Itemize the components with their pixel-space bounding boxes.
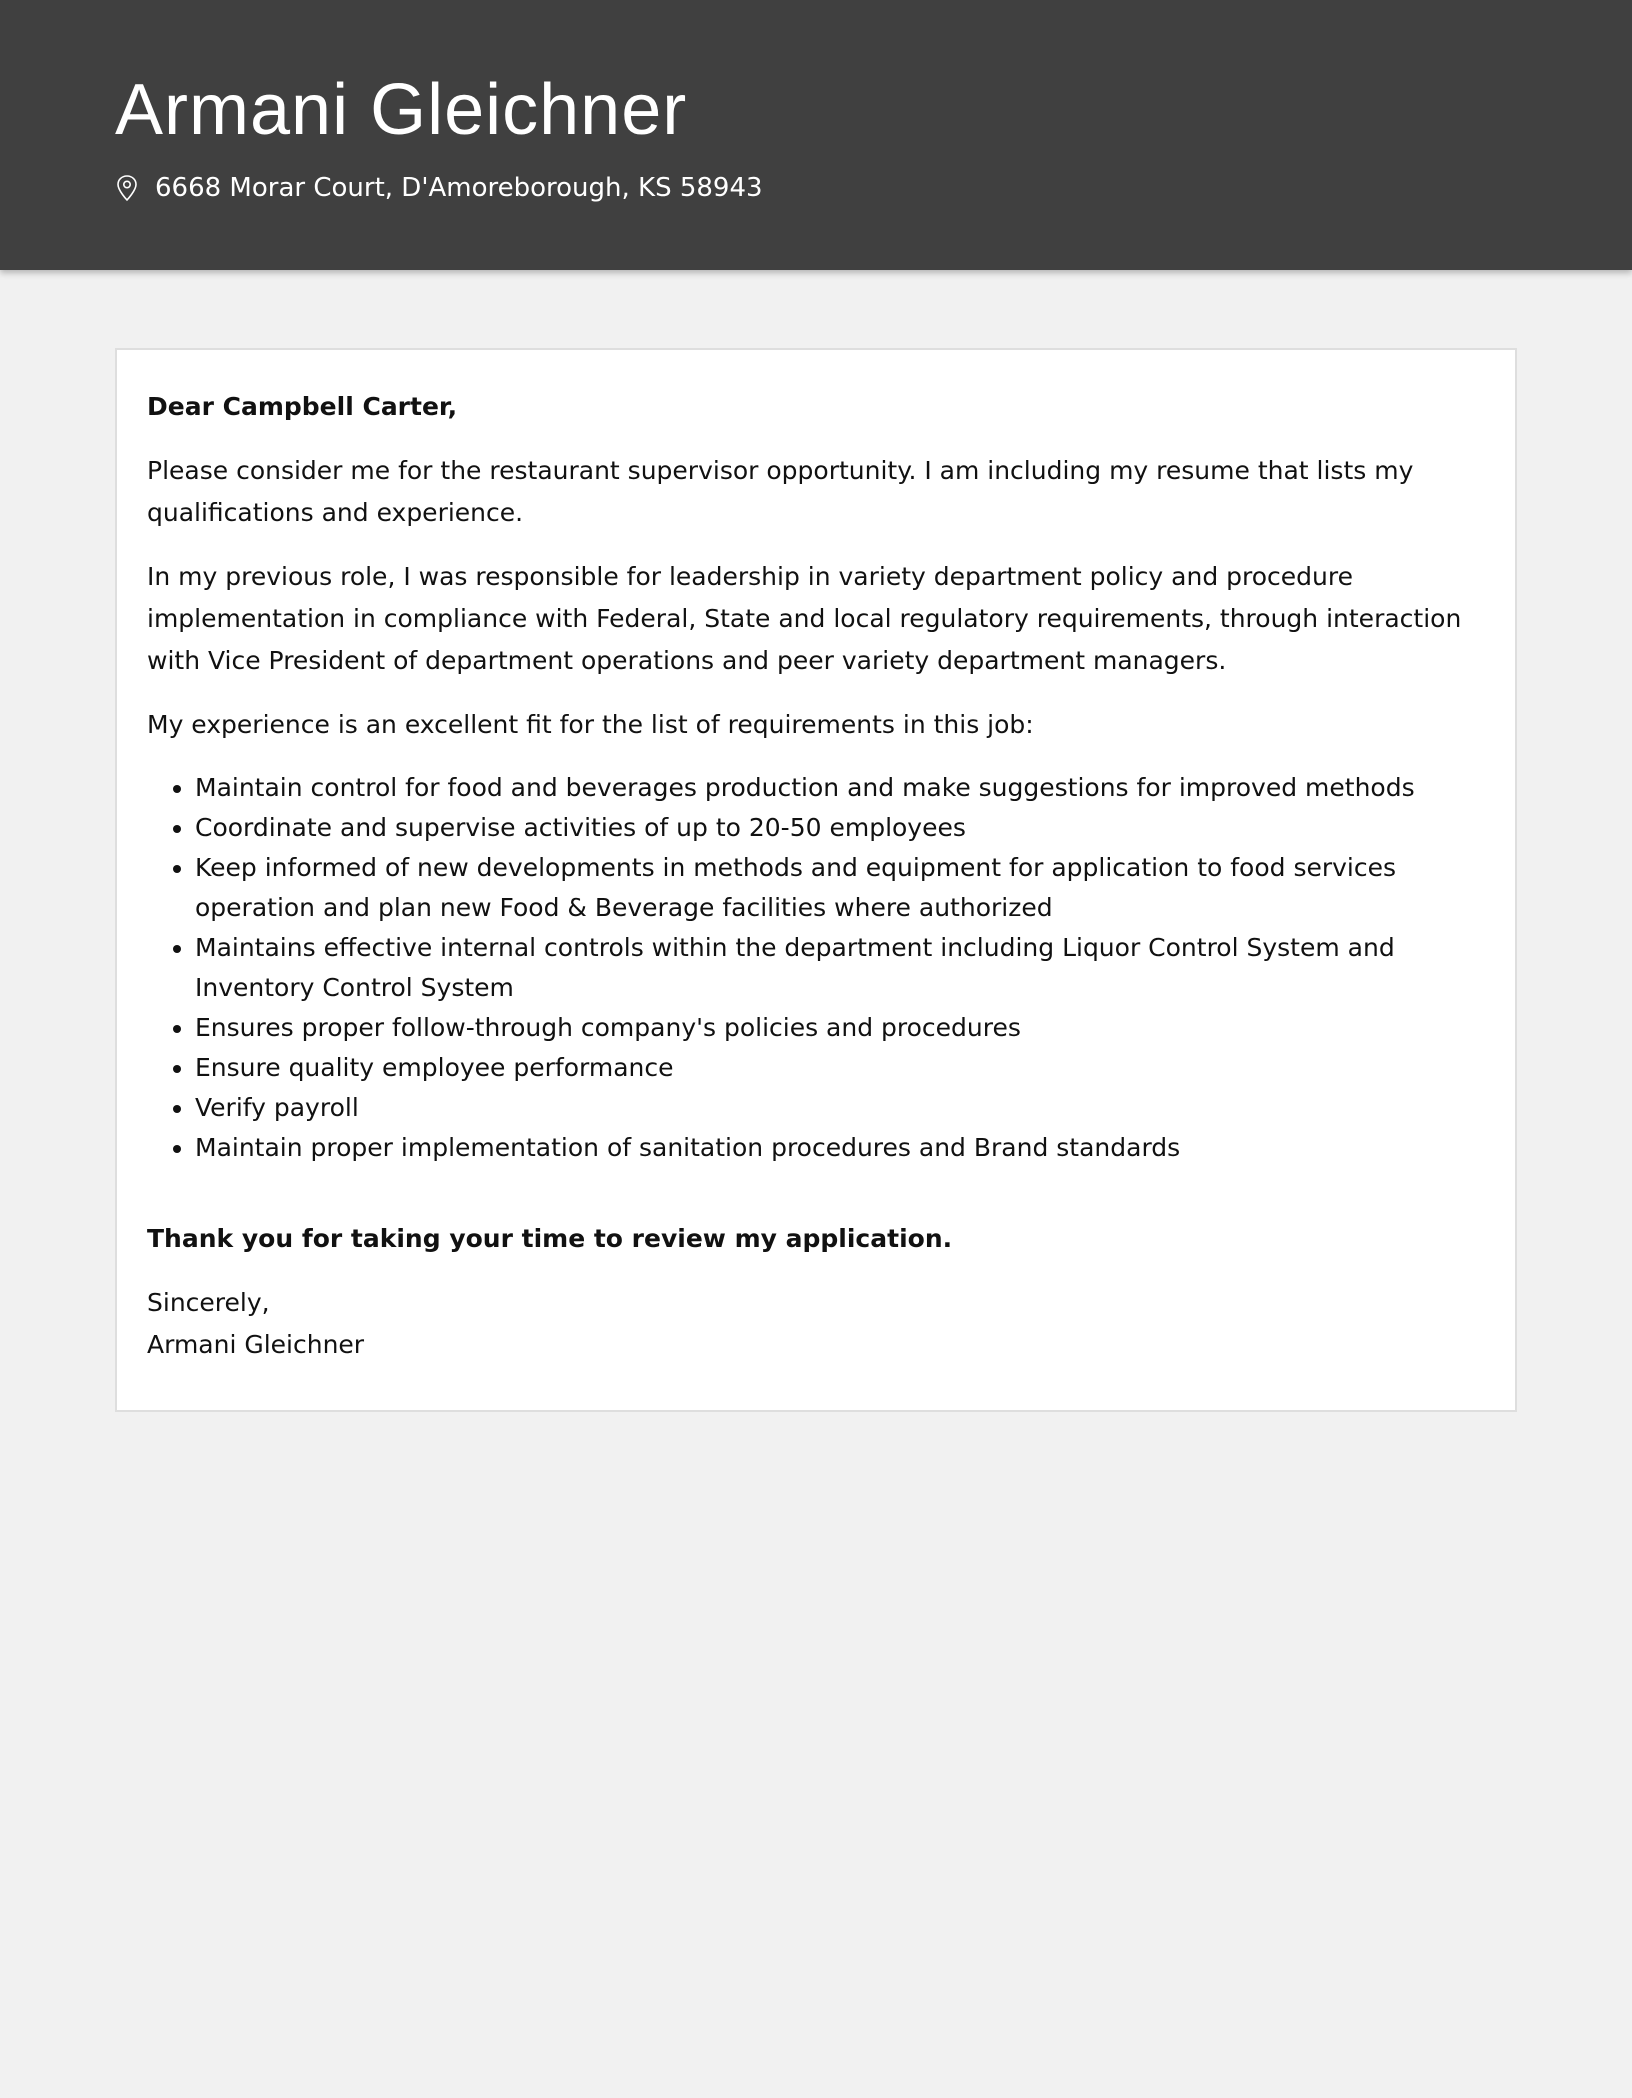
list-item: • Maintain control for food and beverages production and make suggestions for improved methods xyxy=(195,768,1485,808)
list-item: • Ensure quality employee performance xyxy=(195,1048,1485,1088)
signature: Armani Gleichner xyxy=(147,1330,365,1359)
address-row xyxy=(115,172,763,204)
list-item: • Keep informed of new developments in methods and equipment for application to food services operation and plan new Food & Beverage facilities where authorized xyxy=(195,848,1485,928)
requirements-intro: My experience is an excellent fit for the list of requirements in this job: xyxy=(147,710,1034,739)
salutation: Dear Campbell Carter, xyxy=(147,392,458,421)
list-item: • Verify payroll xyxy=(195,1088,1485,1128)
closing xyxy=(147,1282,1485,1366)
list-item: • Coordinate and supervise activities of up to 20-50 employees xyxy=(195,808,1485,848)
intro-paragraph: Please consider me for the restaurant supervisor opportunity. I am including my resume that lists my qualifications and experience. xyxy=(147,456,1414,527)
experience-paragraph: In my previous role, I was responsible for leadership in variety department policy and procedure implementation in compliance with Federal, State and local regulatory requirements, through interaction with Vice President of department operations and peer variety department managers. xyxy=(147,562,1462,675)
list-item: • Maintains effective internal controls within the department including Liquor Control System and Inventory Control System xyxy=(195,928,1485,1008)
thank-you-line: Thank you for taking your time to review my application. xyxy=(147,1224,953,1253)
closing-word: Sincerely, xyxy=(147,1288,270,1317)
applicant-address: 6668 Morar Court, D'Amoreborough, KS 58943 xyxy=(155,173,763,203)
list-item: • Ensures proper follow-through company's policies and procedures xyxy=(195,1008,1485,1048)
header-content xyxy=(115,62,763,204)
location-pin-icon xyxy=(115,174,139,202)
page-header xyxy=(0,0,1632,270)
applicant-name: Armani Gleichner xyxy=(115,70,688,150)
letter-card xyxy=(115,348,1517,1412)
requirements-list xyxy=(147,768,1485,1168)
list-item: • Maintain proper implementation of sanitation procedures and Brand standards xyxy=(195,1128,1485,1168)
